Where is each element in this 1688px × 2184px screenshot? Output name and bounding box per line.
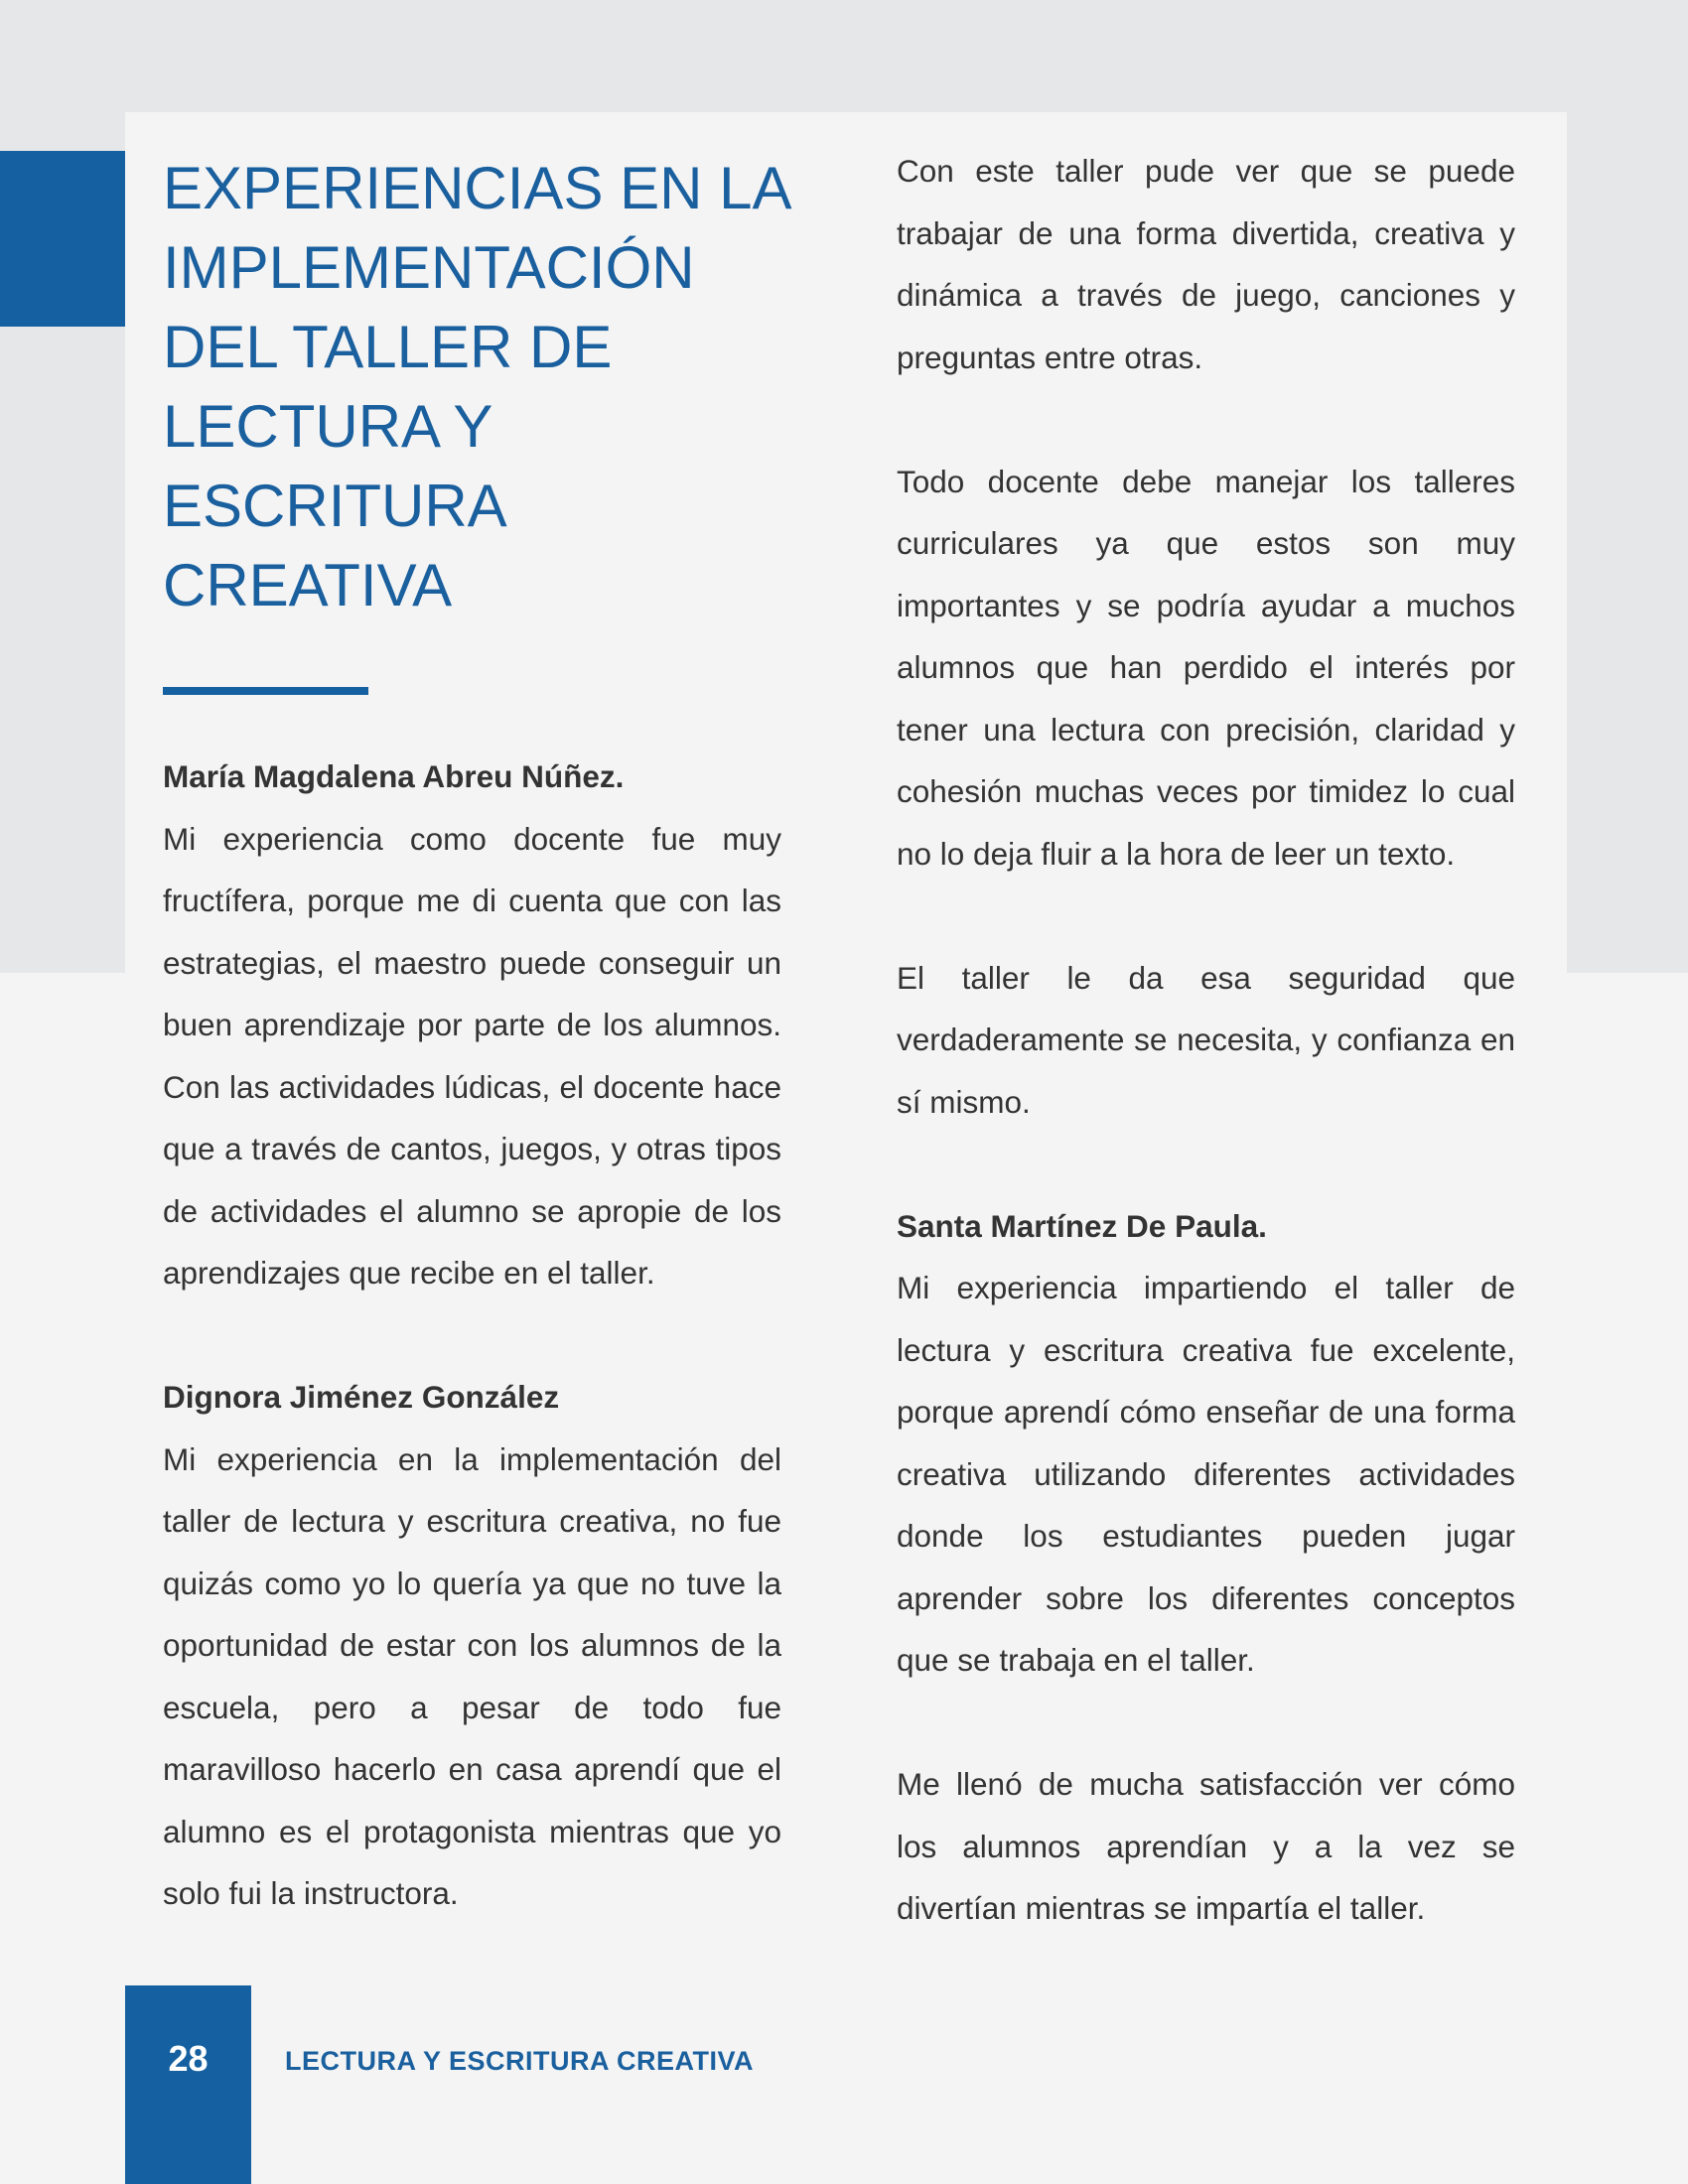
testimony-paragraph: Me llenó de mucha satisfacción ver cómo los alumnos aprendían y a la vez se divertían mientras se impartía el taller. <box>897 1766 1515 1926</box>
title-line: CREATIVA <box>163 552 453 618</box>
right-column <box>897 140 1515 1940</box>
paragraph-gap <box>897 1692 1515 1754</box>
testimony-paragraph: El taller le da esa seguridad que verdaderamente se necesita, y confianza en sí mismo. <box>897 959 1515 1120</box>
paragraph-gap <box>163 1304 781 1367</box>
testimony-paragraph: Mi experiencia como docente fue muy fructífera, porque me di cuenta que con las estrategias, el maestro puede conseguir un buen aprendizaje por parte de los alumnos. Con las actividades lúdicas, el docente hace que a través de cantos, juegos, y otras tipos de actividades el alumno se apropie de los aprendizajes que recibe en el taller. <box>163 820 781 1291</box>
title-line: IMPLEMENTACIÓN <box>163 234 695 301</box>
page-number: 28 <box>168 2038 209 2079</box>
author-name: Santa Martínez De Paula. <box>897 1207 1267 1244</box>
title-underline <box>163 687 368 695</box>
testimony-paragraph: Con este taller pude ver que se puede trabajar de una forma divertida, creativa y dinámica a través de juego, canciones y preguntas entre otras. <box>897 153 1515 375</box>
title-line: EXPERIENCIAS EN LA <box>163 155 792 221</box>
paragraph-gap <box>897 1133 1515 1195</box>
author-name: Dignora Jiménez González <box>163 1379 560 1415</box>
left-column <box>163 746 781 1925</box>
accent-block <box>0 151 125 327</box>
title-line: ESCRITURA <box>163 473 507 539</box>
author-name: María Magdalena Abreu Núñez. <box>163 758 625 794</box>
page-number-tab <box>125 1985 251 2184</box>
running-title: LECTURA Y ESCRITURA CREATIVA <box>285 2046 755 2076</box>
testimony-paragraph: Todo docente debe manejar los talleres curriculares ya que estos son muy importantes y se podría ayudar a muchos alumnos que han perdido el interés por tener una lectura con precisión, claridad y cohesión muchas veces por timidez lo cual no lo deja fluir a la hora de leer un texto. <box>897 463 1515 872</box>
paragraph-gap <box>897 885 1515 947</box>
testimony-paragraph: Mi experiencia en la implementación del taller de lectura y escritura creativa, no fue quizás como yo lo quería ya que no tuve la oportunidad de estar con los alumnos de la escuela, pero a pesar de todo fue maravilloso hacerlo en casa aprendí que el alumno es el protagonista mientras que yo solo fui la instructora. <box>163 1440 781 1911</box>
paragraph-gap <box>897 388 1515 451</box>
title-line: LECTURA Y <box>163 393 493 460</box>
testimony-paragraph: Mi experiencia impartiendo el taller de lectura y escritura creativa fue excelente, porque aprendí cómo enseñar de una forma creativa utilizando diferentes actividades donde los estudiantes pueden jugar aprender sobre los diferentes conceptos que se trabaja en el taller. <box>897 1270 1515 1678</box>
article-title <box>163 149 818 625</box>
title-line: DEL TALLER DE <box>163 314 613 380</box>
